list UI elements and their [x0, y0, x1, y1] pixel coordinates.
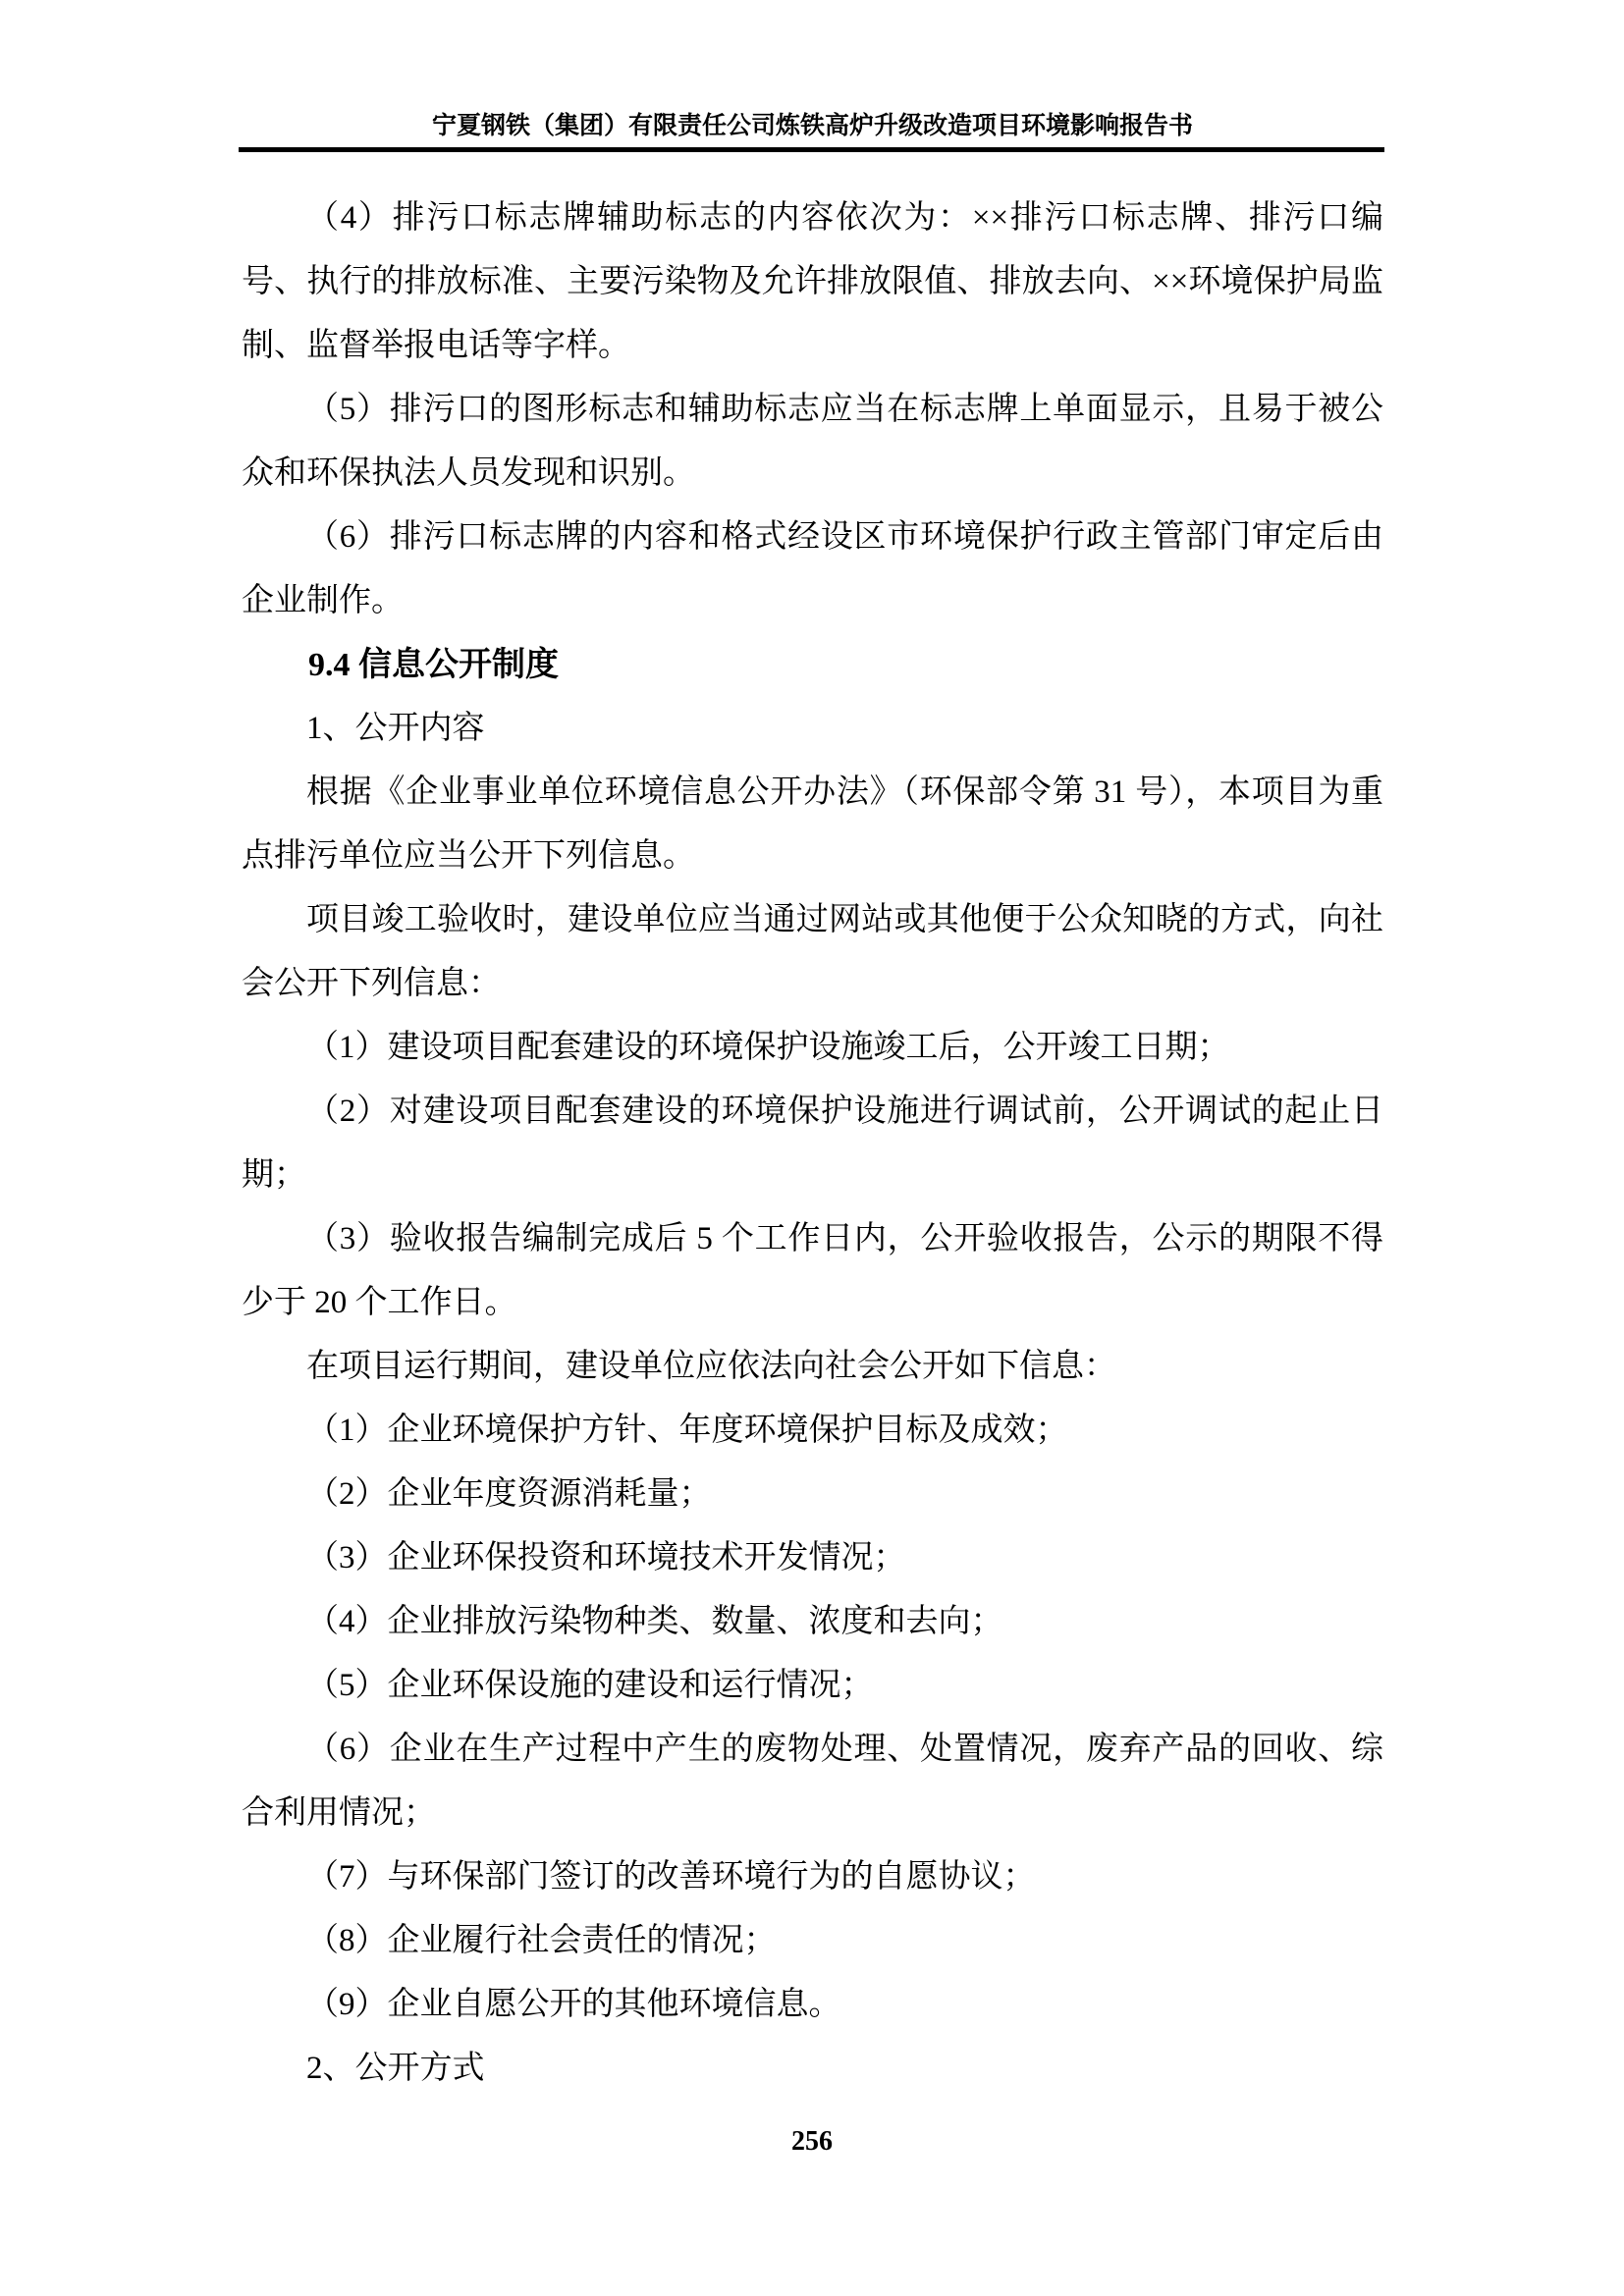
- paragraph-acceptance-2: （2）对建设项目配套建设的环境保护设施进行调试前，公开调试的起止日期；: [242, 1094, 1383, 1193]
- page-number: 256: [791, 2126, 833, 2157]
- paragraph-operation-4: （4）企业排放污染物种类、数量、浓度和去向；: [306, 1604, 1003, 1639]
- paragraph-operation-8: （8）企业履行社会责任的情况；: [306, 1923, 777, 1958]
- paragraph-operation-intro: 在项目运行期间，建设单位应依法向社会公开如下信息：: [306, 1349, 1116, 1384]
- paragraph-operation-6: （6）企业在生产过程中产生的废物处理、处置情况，废弃产品的回收、综合利用情况；: [242, 1732, 1383, 1831]
- paragraph-operation-2: （2）企业年度资源消耗量；: [306, 1476, 712, 1512]
- paragraph-subhead-1: 1、公开内容: [306, 711, 485, 746]
- paragraph-subhead-2: 2、公开方式: [306, 2051, 485, 2086]
- document-body: [242, 187, 1383, 2101]
- section-heading-9-4: 9.4 信息公开制度: [308, 647, 559, 683]
- paragraph-item-6-sign-format: （6）排污口标志牌的内容和格式经设区市环境保护行政主管部门审定后由企业制作。: [242, 519, 1383, 618]
- paragraph-item-4-sign-content: （4）排污口标志牌辅助标志的内容依次为：××排污口标志牌、排污口编号、执行的排放标准、主要污染物及允许排放限值、排放去向、××环境保护局监制、监督举报电话等字样。: [242, 200, 1383, 363]
- header-rule: [239, 147, 1384, 152]
- paragraph-operation-9: （9）企业自愿公开的其他环境信息。: [306, 1987, 841, 2022]
- paragraph-acceptance-3: （3）验收报告编制完成后 5 个工作日内，公开验收报告，公示的期限不得少于 20 个工作日。: [242, 1221, 1383, 1320]
- header-title: 宁夏钢铁（集团）有限责任公司炼铁高炉升级改造项目环境影响报告书: [431, 113, 1193, 139]
- paragraph-acceptance-1: （1）建设项目配套建设的环境保护设施竣工后，公开竣工日期；: [306, 1030, 1230, 1065]
- paragraph-operation-5: （5）企业环保设施的建设和运行情况；: [306, 1668, 874, 1703]
- paragraph-operation-3: （3）企业环保投资和环境技术开发情况；: [306, 1540, 906, 1575]
- paragraph-operation-1: （1）企业环境保护方针、年度环境保护目标及成效；: [306, 1413, 1068, 1448]
- paragraph-basis: 根据《企业事业单位环境信息公开办法》（环保部令第 31 号），本项目为重点排污单位应当公开下列信息。: [242, 774, 1383, 874]
- paragraph-acceptance-intro: 项目竣工验收时，建设单位应当通过网站或其他便于公众知晓的方式，向社会公开下列信息：: [242, 902, 1383, 1001]
- paragraph-item-5-sign-display: （5）排污口的图形标志和辅助标志应当在标志牌上单面显示，且易于被公众和环保执法人员发现和识别。: [242, 392, 1383, 491]
- paragraph-operation-7: （7）与环保部门签订的改善环境行为的自愿协议；: [306, 1859, 1036, 1895]
